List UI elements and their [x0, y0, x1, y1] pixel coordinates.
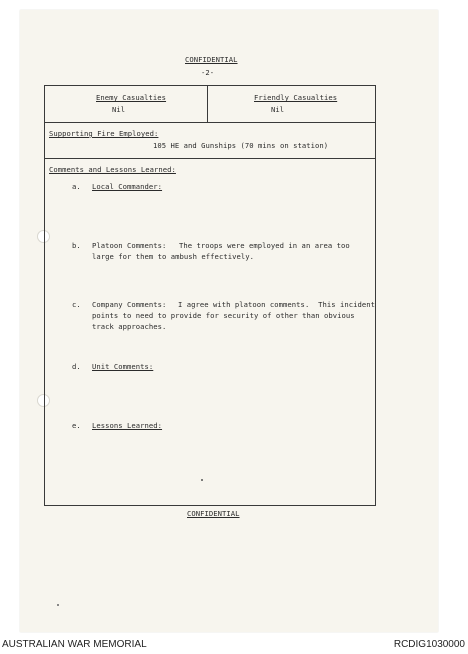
archive-footer — [0, 636, 468, 654]
comment-title: Unit Comments: — [92, 362, 154, 371]
comment-title: Platoon Comments: — [92, 241, 167, 250]
supporting-fire-value: 105 HE and Gunships (70 mins on station) — [153, 141, 329, 150]
table-row-divider — [45, 122, 375, 123]
comment-text-line: points to need to provide for security of other than obvious — [92, 311, 355, 320]
comment-letter: e. — [72, 421, 81, 430]
ink-speck — [57, 604, 59, 606]
comment-letter: c. — [72, 300, 81, 309]
comment-title: Local Commander: — [92, 182, 163, 191]
enemy-casualties-value: Nil — [112, 105, 126, 114]
friendly-casualties-label: Friendly Casualties — [254, 93, 338, 102]
comment-letter: b. — [72, 241, 81, 250]
report-table — [44, 85, 376, 506]
comments-label: Comments and Lessons Learned: — [49, 165, 176, 174]
table-row-divider — [45, 158, 375, 159]
comment-title: Lessons Learned: — [92, 421, 163, 430]
comment-text-line: I agree with platoon comments. This incident — [178, 300, 375, 309]
footer-classification: CONFIDENTIAL — [187, 509, 240, 518]
ink-speck — [201, 479, 203, 481]
comment-letter: d. — [72, 362, 81, 371]
comment-letter: a. — [72, 182, 81, 191]
comment-text-line: large for them to ambush effectively. — [92, 252, 254, 261]
table-column-divider — [207, 86, 208, 122]
comment-title: Company Comments: — [92, 300, 167, 309]
friendly-casualties-value: Nil — [271, 105, 285, 114]
archive-reference: RCDIG1030000 — [393, 639, 465, 650]
enemy-casualties-label: Enemy Casualties — [96, 93, 167, 102]
supporting-fire-label: Supporting Fire Employed: — [49, 129, 159, 138]
comment-text-line: track approaches. — [92, 322, 167, 331]
header-classification: CONFIDENTIAL — [185, 55, 238, 64]
document-page — [20, 10, 438, 632]
page-number: -2- — [201, 68, 215, 77]
comment-text-line: The troops were employed in an area too — [179, 241, 350, 250]
archive-institution: AUSTRALIAN WAR MEMORIAL — [2, 639, 147, 650]
